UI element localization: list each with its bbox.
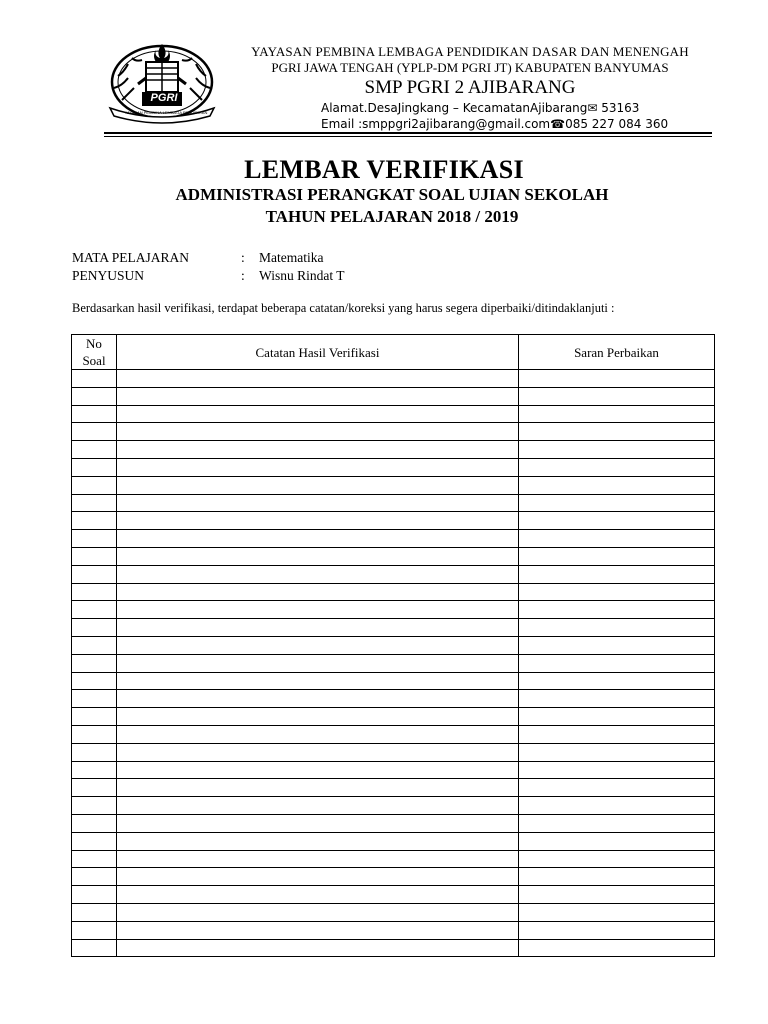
cell-no[interactable] xyxy=(72,654,117,672)
cell-notes[interactable] xyxy=(117,939,519,957)
cell-suggestion[interactable] xyxy=(519,725,715,743)
cell-notes[interactable] xyxy=(117,797,519,815)
cell-notes[interactable] xyxy=(117,565,519,583)
header-no-line1: No xyxy=(86,336,102,351)
cell-notes[interactable] xyxy=(117,690,519,708)
letterhead-rule-thick xyxy=(104,132,712,134)
table-row xyxy=(72,939,715,957)
cell-no[interactable] xyxy=(72,903,117,921)
cell-notes[interactable] xyxy=(117,512,519,530)
cell-no[interactable] xyxy=(72,494,117,512)
cell-notes[interactable] xyxy=(117,458,519,476)
cell-no[interactable] xyxy=(72,601,117,619)
table-row xyxy=(72,583,715,601)
foundation-name-line2: PGRI JAWA TENGAH (YPLP-DM PGRI JT) KABUPATEN BANYUMAS xyxy=(271,60,669,75)
cell-notes[interactable] xyxy=(117,903,519,921)
cell-no[interactable] xyxy=(72,672,117,690)
school-name: SMP PGRI 2 AJIBARANG xyxy=(364,77,576,98)
letterhead-rule-thin xyxy=(104,136,712,137)
cell-notes[interactable] xyxy=(117,868,519,886)
academic-year: TAHUN PELAJARAN 2018 / 2019 xyxy=(265,207,519,226)
cell-notes[interactable] xyxy=(117,601,519,619)
table-row xyxy=(72,725,715,743)
cell-notes[interactable] xyxy=(117,921,519,939)
cell-suggestion[interactable] xyxy=(519,779,715,797)
cell-no[interactable] xyxy=(72,868,117,886)
cell-notes[interactable] xyxy=(117,619,519,637)
table-row xyxy=(72,458,715,476)
cell-no[interactable] xyxy=(72,583,117,601)
cell-suggestion[interactable] xyxy=(519,370,715,388)
cell-no[interactable] xyxy=(72,779,117,797)
cell-suggestion[interactable] xyxy=(519,565,715,583)
table-row xyxy=(72,619,715,637)
table-row xyxy=(72,636,715,654)
cell-suggestion[interactable] xyxy=(519,708,715,726)
table-body xyxy=(72,370,715,957)
cell-notes[interactable] xyxy=(117,583,519,601)
header-notes: Catatan Hasil Verifikasi xyxy=(117,335,519,370)
cell-suggestion[interactable] xyxy=(519,476,715,494)
cell-suggestion[interactable] xyxy=(519,672,715,690)
cell-notes[interactable] xyxy=(117,654,519,672)
author-label: PENYUSUN xyxy=(72,268,145,283)
cell-no[interactable] xyxy=(72,832,117,850)
cell-no[interactable] xyxy=(72,458,117,476)
cell-notes[interactable] xyxy=(117,672,519,690)
cell-no[interactable] xyxy=(72,708,117,726)
cell-suggestion[interactable] xyxy=(519,405,715,423)
cell-suggestion[interactable] xyxy=(519,583,715,601)
intro-text: Berdasarkan hasil verifikasi, terdapat beberapa catatan/koreksi yang harus segera diperbaiki/ditindaklanjuti : xyxy=(72,301,615,315)
subject-label: MATA PELAJARAN xyxy=(72,250,190,265)
table-row xyxy=(72,708,715,726)
document-title: LEMBAR VERIFIKASI xyxy=(244,155,524,184)
cell-notes[interactable] xyxy=(117,494,519,512)
cell-no[interactable] xyxy=(72,939,117,957)
table-row xyxy=(72,672,715,690)
table-row xyxy=(72,601,715,619)
cell-no[interactable] xyxy=(72,921,117,939)
cell-suggestion[interactable] xyxy=(519,886,715,904)
cell-suggestion[interactable] xyxy=(519,530,715,548)
cell-notes[interactable] xyxy=(117,423,519,441)
document-subtitle: ADMINISTRASI PERANGKAT SOAL UJIAN SEKOLAH xyxy=(175,185,609,204)
cell-no[interactable] xyxy=(72,547,117,565)
cell-suggestion[interactable] xyxy=(519,494,715,512)
cell-no[interactable] xyxy=(72,370,117,388)
cell-suggestion[interactable] xyxy=(519,619,715,637)
cell-notes[interactable] xyxy=(117,636,519,654)
cell-suggestion[interactable] xyxy=(519,832,715,850)
verification-table xyxy=(71,334,715,957)
cell-no[interactable] xyxy=(72,476,117,494)
header-no-line2: Soal xyxy=(82,353,106,368)
table-row xyxy=(72,779,715,797)
cell-suggestion[interactable] xyxy=(519,903,715,921)
cell-suggestion[interactable] xyxy=(519,547,715,565)
subject-value: Matematika xyxy=(259,250,324,265)
cell-suggestion[interactable] xyxy=(519,921,715,939)
header-suggestion: Saran Perbaikan xyxy=(519,335,715,370)
author-value: Wisnu Rindat T xyxy=(259,268,345,283)
cell-suggestion[interactable] xyxy=(519,690,715,708)
cell-suggestion[interactable] xyxy=(519,850,715,868)
cell-no[interactable] xyxy=(72,850,117,868)
cell-no[interactable] xyxy=(72,761,117,779)
cell-notes[interactable] xyxy=(117,832,519,850)
cell-no[interactable] xyxy=(72,690,117,708)
cell-suggestion[interactable] xyxy=(519,458,715,476)
table-row xyxy=(72,476,715,494)
cell-notes[interactable] xyxy=(117,441,519,459)
table-row xyxy=(72,654,715,672)
foundation-name-line1: YAYASAN PEMBINA LEMBAGA PENDIDIKAN DASAR DAN MENENGAH xyxy=(251,44,689,59)
cell-suggestion[interactable] xyxy=(519,939,715,957)
cell-no[interactable] xyxy=(72,405,117,423)
table-row xyxy=(72,405,715,423)
cell-suggestion[interactable] xyxy=(519,387,715,405)
cell-no[interactable] xyxy=(72,565,117,583)
cell-notes[interactable] xyxy=(117,743,519,761)
cell-no[interactable] xyxy=(72,441,117,459)
cell-suggestion[interactable] xyxy=(519,814,715,832)
cell-no[interactable] xyxy=(72,423,117,441)
cell-suggestion[interactable] xyxy=(519,797,715,815)
table-row xyxy=(72,423,715,441)
table-row xyxy=(72,494,715,512)
cell-suggestion[interactable] xyxy=(519,512,715,530)
table-row xyxy=(72,761,715,779)
cell-notes[interactable] xyxy=(117,725,519,743)
table-row xyxy=(72,868,715,886)
table-row xyxy=(72,512,715,530)
logo-ribbon-text: YAYASAN PEMBINA LEMBAGA PENDIDIKAN xyxy=(124,110,208,115)
header-no-soal xyxy=(72,335,117,370)
cell-no[interactable] xyxy=(72,387,117,405)
cell-notes[interactable] xyxy=(117,886,519,904)
subject-colon: : xyxy=(241,250,245,265)
cell-no[interactable] xyxy=(72,886,117,904)
table-row xyxy=(72,370,715,388)
cell-notes[interactable] xyxy=(117,405,519,423)
cell-notes[interactable] xyxy=(117,708,519,726)
table-row xyxy=(72,832,715,850)
cell-notes[interactable] xyxy=(117,387,519,405)
table-header-row xyxy=(72,335,715,370)
cell-suggestion[interactable] xyxy=(519,601,715,619)
cell-suggestion[interactable] xyxy=(519,743,715,761)
cell-no[interactable] xyxy=(72,636,117,654)
cell-suggestion[interactable] xyxy=(519,654,715,672)
cell-no[interactable] xyxy=(72,512,117,530)
cell-no[interactable] xyxy=(72,619,117,637)
table-row xyxy=(72,903,715,921)
cell-notes[interactable] xyxy=(117,779,519,797)
cell-suggestion[interactable] xyxy=(519,761,715,779)
cell-notes[interactable] xyxy=(117,530,519,548)
table-row xyxy=(72,530,715,548)
cell-no[interactable] xyxy=(72,530,117,548)
cell-notes[interactable] xyxy=(117,370,519,388)
cell-notes[interactable] xyxy=(117,761,519,779)
author-colon: : xyxy=(241,268,245,283)
cell-notes[interactable] xyxy=(117,547,519,565)
school-address: Alamat.DesaJingkang – KecamatanAjibarang✉ 53163 xyxy=(321,101,640,115)
cell-no[interactable] xyxy=(72,725,117,743)
cell-notes[interactable] xyxy=(117,814,519,832)
table-row xyxy=(72,921,715,939)
cell-notes[interactable] xyxy=(117,476,519,494)
school-contact: Email :smppgri2ajibarang@gmail.com☎085 227 084 360 xyxy=(321,117,669,131)
table-row xyxy=(72,797,715,815)
table-row xyxy=(72,547,715,565)
logo-text: PGRI xyxy=(150,92,178,104)
cell-no[interactable] xyxy=(72,814,117,832)
table-row xyxy=(72,743,715,761)
table-row xyxy=(72,886,715,904)
pgri-emblem-icon xyxy=(104,38,220,130)
table-row xyxy=(72,565,715,583)
cell-no[interactable] xyxy=(72,743,117,761)
table-row xyxy=(72,814,715,832)
cell-notes[interactable] xyxy=(117,850,519,868)
cell-no[interactable] xyxy=(72,797,117,815)
cell-suggestion[interactable] xyxy=(519,423,715,441)
table-row xyxy=(72,850,715,868)
cell-suggestion[interactable] xyxy=(519,868,715,886)
table-row xyxy=(72,387,715,405)
table-row xyxy=(72,441,715,459)
table-row xyxy=(72,690,715,708)
cell-suggestion[interactable] xyxy=(519,441,715,459)
cell-suggestion[interactable] xyxy=(519,636,715,654)
